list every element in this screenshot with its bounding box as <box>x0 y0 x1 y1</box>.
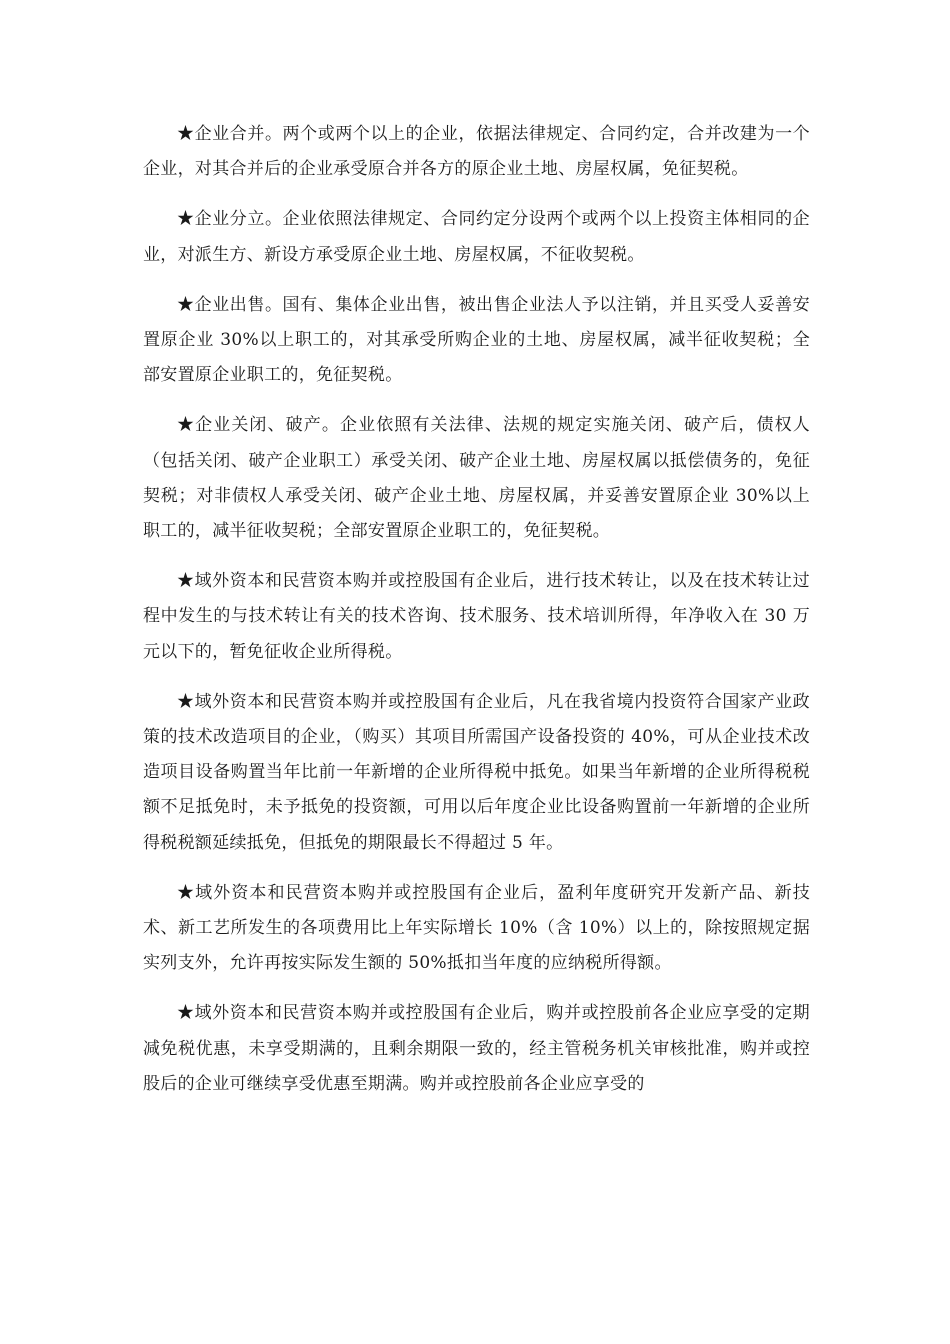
paragraph-enterprise-closure-bankruptcy: ★企业关闭、破产。企业依照有关法律、法规的规定实施关闭、破产后，债权人（包括关闭、破产企业职工）承受关闭、破产企业土地、房屋权属以抵偿债务的，免征契税；对非债权人承受关闭、破产企业土地、房屋权属，并妥善安置原企业 30%以上职工的，减半征收契税；全部安置原企业职工的，免征契税。 <box>143 415 810 542</box>
paragraph-tax-preferences: ★域外资本和民营资本购并或控股国有企业后，购并或控股前各企业应享受的定期减免税优惠，未享受期满的，且剩余期限一致的，经主管税务机关审核批准，购并或控股后的企业可继续享受优惠至期满。购并或控股前各企业应享受的 <box>143 1003 810 1094</box>
paragraph-technical-renovation: ★域外资本和民营资本购并或控股国有企业后，凡在我省境内投资符合国家产业政策的技术改造项目的企业，（购买）其项目所需国产设备投资的 40%，可从企业技术改造项目设备购置当年比前一年新增的企业所得税中抵免。如果当年新增的企业所得税税额不足抵免时，未予抵免的投资额，可用以后年度企业比设备购置前一年新增的企业所得税税额延续抵免，但抵免的期限最长不得超过 5 年。 <box>143 691 810 853</box>
paragraph-enterprise-division: ★企业分立。企业依照法律规定、合同约定分设两个或两个以上投资主体相同的企业，对派生方、新设方承受原企业土地、房屋权属，不征收契税。 <box>143 209 810 265</box>
paragraph-enterprise-sale: ★企业出售。国有、集体企业出售，被出售企业法人予以注销，并且买受人妥善安置原企业 30%以上职工的，对其承受所购企业的土地、房屋权属，减半征收契税；全部安置原企业职工的，免征契税。 <box>143 294 810 386</box>
paragraph-technology-transfer: ★域外资本和民营资本购并或控股国有企业后，进行技术转让，以及在技术转让过程中发生的与技术转让有关的技术咨询、技术服务、技术培训所得，年净收入在 30 万元以下的，暂免征收企业所得税。 <box>143 571 810 662</box>
document-page <box>143 117 810 1117</box>
paragraph-enterprise-merger: ★企业合并。两个或两个以上的企业，依据法律规定、合同约定，合并改建为一个企业，对其合并后的企业承受原合并各方的原企业土地、房屋权属，免征契税。 <box>143 124 810 180</box>
paragraph-rnd-expenses: ★域外资本和民营资本购并或控股国有企业后，盈利年度研究开发新产品、新技术、新工艺所发生的各项费用比上年实际增长 10%（含 10%）以上的，除按照规定据实列支外，允许再按实际发生额的 50%抵扣当年度的应纳税所得额。 <box>143 882 810 974</box>
